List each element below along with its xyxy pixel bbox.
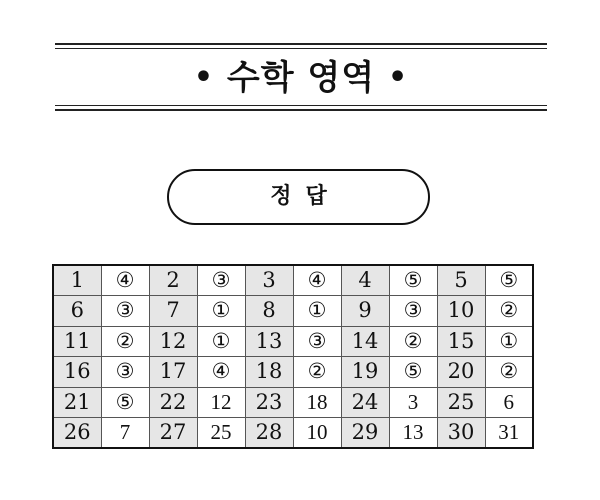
answer-label-pill: 정답 xyxy=(167,169,430,225)
answer-value: 3 xyxy=(389,387,437,418)
question-number: 4 xyxy=(341,265,389,296)
question-number: 8 xyxy=(245,296,293,327)
question-number: 10 xyxy=(437,296,485,327)
answer-value: ② xyxy=(389,326,437,357)
answer-value: 12 xyxy=(197,387,245,418)
question-number: 24 xyxy=(341,387,389,418)
title-bullet-right: • xyxy=(387,60,409,95)
answer-value: ③ xyxy=(389,296,437,327)
answer-value: ⑤ xyxy=(389,357,437,388)
answer-value: ③ xyxy=(293,326,341,357)
question-number: 9 xyxy=(341,296,389,327)
question-number: 2 xyxy=(149,265,197,296)
answer-value: ③ xyxy=(101,296,149,327)
answer-table xyxy=(52,264,534,449)
answer-value: 18 xyxy=(293,387,341,418)
question-number: 17 xyxy=(149,357,197,388)
page-title xyxy=(55,58,547,98)
title-rule-top-1 xyxy=(55,43,547,45)
table-row xyxy=(53,357,533,388)
answer-value: ⑤ xyxy=(485,265,533,296)
question-number: 27 xyxy=(149,418,197,449)
answer-value: 31 xyxy=(485,418,533,449)
answer-value: ② xyxy=(485,296,533,327)
answer-value: ① xyxy=(485,326,533,357)
title-rule-bottom-1 xyxy=(55,105,547,106)
answer-value: 6 xyxy=(485,387,533,418)
question-number: 18 xyxy=(245,357,293,388)
question-number: 26 xyxy=(53,418,101,449)
answer-value: ③ xyxy=(101,357,149,388)
question-number: 28 xyxy=(245,418,293,449)
title-rule-top-2 xyxy=(55,48,547,49)
answer-value: ② xyxy=(101,326,149,357)
answer-value: ① xyxy=(197,296,245,327)
answer-value: ⑤ xyxy=(101,387,149,418)
question-number: 23 xyxy=(245,387,293,418)
question-number: 21 xyxy=(53,387,101,418)
table-row xyxy=(53,296,533,327)
answer-table-body xyxy=(53,265,533,448)
table-row xyxy=(53,265,533,296)
question-number: 13 xyxy=(245,326,293,357)
question-number: 22 xyxy=(149,387,197,418)
answer-value: ⑤ xyxy=(389,265,437,296)
question-number: 14 xyxy=(341,326,389,357)
question-number: 3 xyxy=(245,265,293,296)
answer-value: 10 xyxy=(293,418,341,449)
question-number: 1 xyxy=(53,265,101,296)
table-row xyxy=(53,326,533,357)
question-number: 25 xyxy=(437,387,485,418)
question-number: 19 xyxy=(341,357,389,388)
title-label: 수학 영역 xyxy=(226,58,376,98)
answer-value: ① xyxy=(293,296,341,327)
answer-value: 7 xyxy=(101,418,149,449)
title-rule-bottom-2 xyxy=(55,109,547,111)
title-bullet-left: • xyxy=(193,60,215,95)
answer-value: ② xyxy=(485,357,533,388)
answer-value: ④ xyxy=(101,265,149,296)
answer-value: 25 xyxy=(197,418,245,449)
answer-value: ① xyxy=(197,326,245,357)
answer-value: ③ xyxy=(197,265,245,296)
question-number: 12 xyxy=(149,326,197,357)
question-number: 20 xyxy=(437,357,485,388)
question-number: 30 xyxy=(437,418,485,449)
question-number: 6 xyxy=(53,296,101,327)
question-number: 5 xyxy=(437,265,485,296)
answer-value: ④ xyxy=(197,357,245,388)
table-row xyxy=(53,418,533,449)
answer-value: 13 xyxy=(389,418,437,449)
answer-value: ④ xyxy=(293,265,341,296)
answer-value: ② xyxy=(293,357,341,388)
question-number: 29 xyxy=(341,418,389,449)
question-number: 15 xyxy=(437,326,485,357)
question-number: 7 xyxy=(149,296,197,327)
title-band xyxy=(55,43,547,111)
question-number: 16 xyxy=(53,357,101,388)
table-row xyxy=(53,387,533,418)
question-number: 11 xyxy=(53,326,101,357)
